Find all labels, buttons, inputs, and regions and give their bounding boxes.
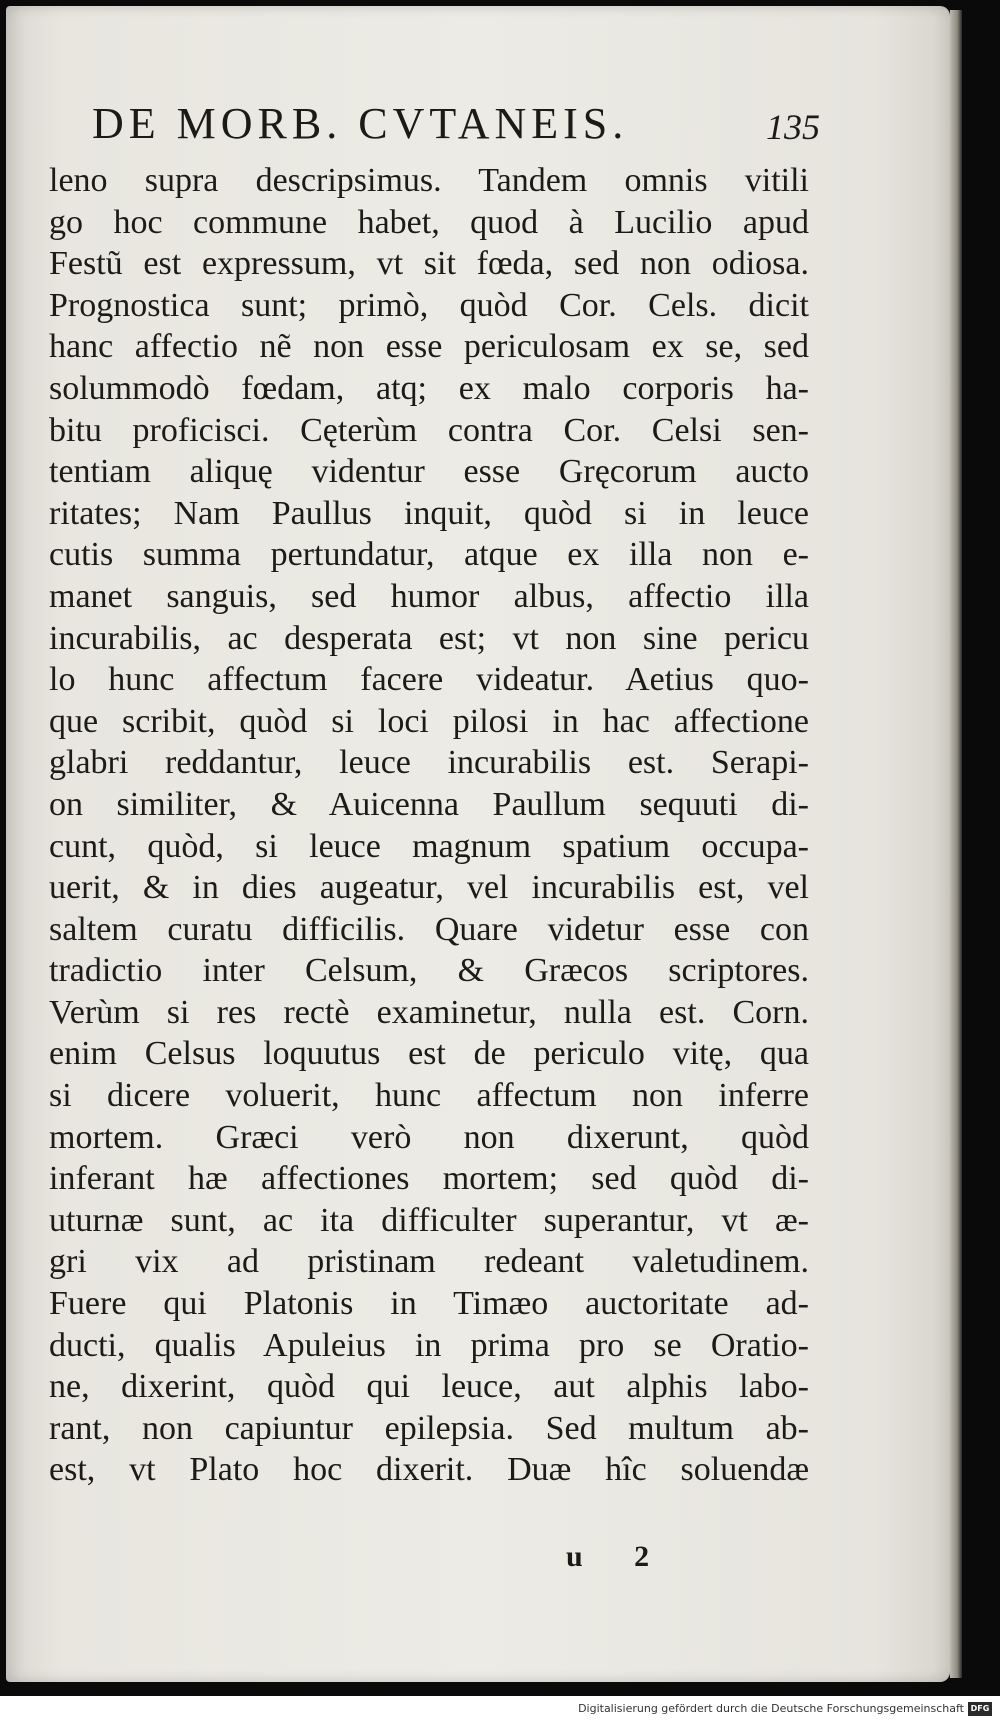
page-number: 135 bbox=[766, 107, 820, 147]
page-edge bbox=[950, 10, 962, 1678]
text-line: si dicere voluerit, hunc affectum non inferre bbox=[49, 1077, 809, 1115]
digitization-footer bbox=[0, 1696, 1000, 1730]
page-header bbox=[92, 98, 820, 158]
text-line: Festũ est expressum, vt sit fœda, sed non odiosa. bbox=[49, 245, 809, 283]
text-line: ne, dixerint, quòd qui leuce, aut alphis labo- bbox=[49, 1368, 809, 1406]
text-line: cunt, quòd, si leuce magnum spatium occupa- bbox=[49, 827, 809, 865]
funding-credit: Digitalisierung gefördert durch die Deutsche Forschungsgemeinschaft bbox=[578, 1702, 964, 1715]
text-line: Verùm si res rectè examinetur, nulla est. Corn. bbox=[49, 993, 809, 1031]
text-line: glabri reddantur, leuce incurabilis est. Serapi- bbox=[49, 744, 809, 782]
text-line: lo hunc affectum facere videatur. Aetius quo- bbox=[49, 661, 809, 699]
text-line: ritates; Nam Paullus inquit, quòd si in leuce bbox=[49, 494, 809, 532]
text-line: ducti, qualis Apuleius in prima pro se Oratio- bbox=[49, 1326, 809, 1364]
text-line: solummodò fœdam, atq; ex malo corporis ha- bbox=[49, 369, 809, 407]
book-page bbox=[6, 6, 950, 1682]
text-line: gri vix ad pristinam redeant valetudinem. bbox=[49, 1243, 809, 1281]
dfg-logo-icon: DFG bbox=[968, 1702, 992, 1716]
text-line: Prognostica sunt; primò, quòd Cor. Cels. dicit bbox=[49, 286, 809, 324]
text-line: saltem curatu difficilis. Quare videtur esse con bbox=[49, 910, 809, 948]
text-line: rant, non capiuntur epilepsia. Sed multum ab- bbox=[49, 1409, 809, 1447]
text-line: manet sanguis, sed humor albus, affectio illa bbox=[49, 577, 809, 615]
text-line: uerit, & in dies augeatur, vel incurabilis est, vel bbox=[49, 869, 809, 907]
signature-mark: u 2 bbox=[566, 1540, 672, 1573]
text-line: cutis summa pertundatur, atque ex illa non e- bbox=[49, 536, 809, 574]
text-line: mortem. Græci verò non dixerunt, quòd bbox=[49, 1118, 809, 1156]
text-line: tentiam aliquę videntur esse Gręcorum aucto bbox=[49, 453, 809, 491]
text-line: go hoc commune habet, quod à Lucilio apud bbox=[49, 203, 809, 241]
text-line: tradictio inter Celsum, & Græcos scriptores. bbox=[49, 952, 809, 990]
running-title: DE MORB. CVTANEIS. bbox=[92, 99, 629, 148]
text-line: incurabilis, ac desperata est; vt non sine pericu bbox=[49, 619, 809, 657]
text-line: bitu proficisci. Cęterùm contra Cor. Celsi sen- bbox=[49, 411, 809, 449]
text-line: que scribit, quòd si loci pilosi in hac affectione bbox=[49, 702, 809, 740]
text-line: inferant hæ affectiones mortem; sed quòd di- bbox=[49, 1160, 809, 1198]
body-text bbox=[49, 160, 809, 1491]
text-line: on similiter, & Auicenna Paullum sequuti di- bbox=[49, 785, 809, 823]
text-line: enim Celsus loquutus est de periculo vitę, qua bbox=[49, 1035, 809, 1073]
text-line: Fuere qui Platonis in Timæo auctoritate ad- bbox=[49, 1285, 809, 1323]
text-line: hanc affectio nẽ non esse periculosam ex se, sed bbox=[49, 328, 809, 366]
text-line: est, vt Plato hoc dixerit. Duæ hîc soluendæ bbox=[49, 1451, 809, 1489]
text-line: uturnæ sunt, ac ita difficulter superantur, vt æ- bbox=[49, 1201, 809, 1239]
text-line: leno supra descripsimus. Tandem omnis vitili bbox=[49, 162, 809, 199]
